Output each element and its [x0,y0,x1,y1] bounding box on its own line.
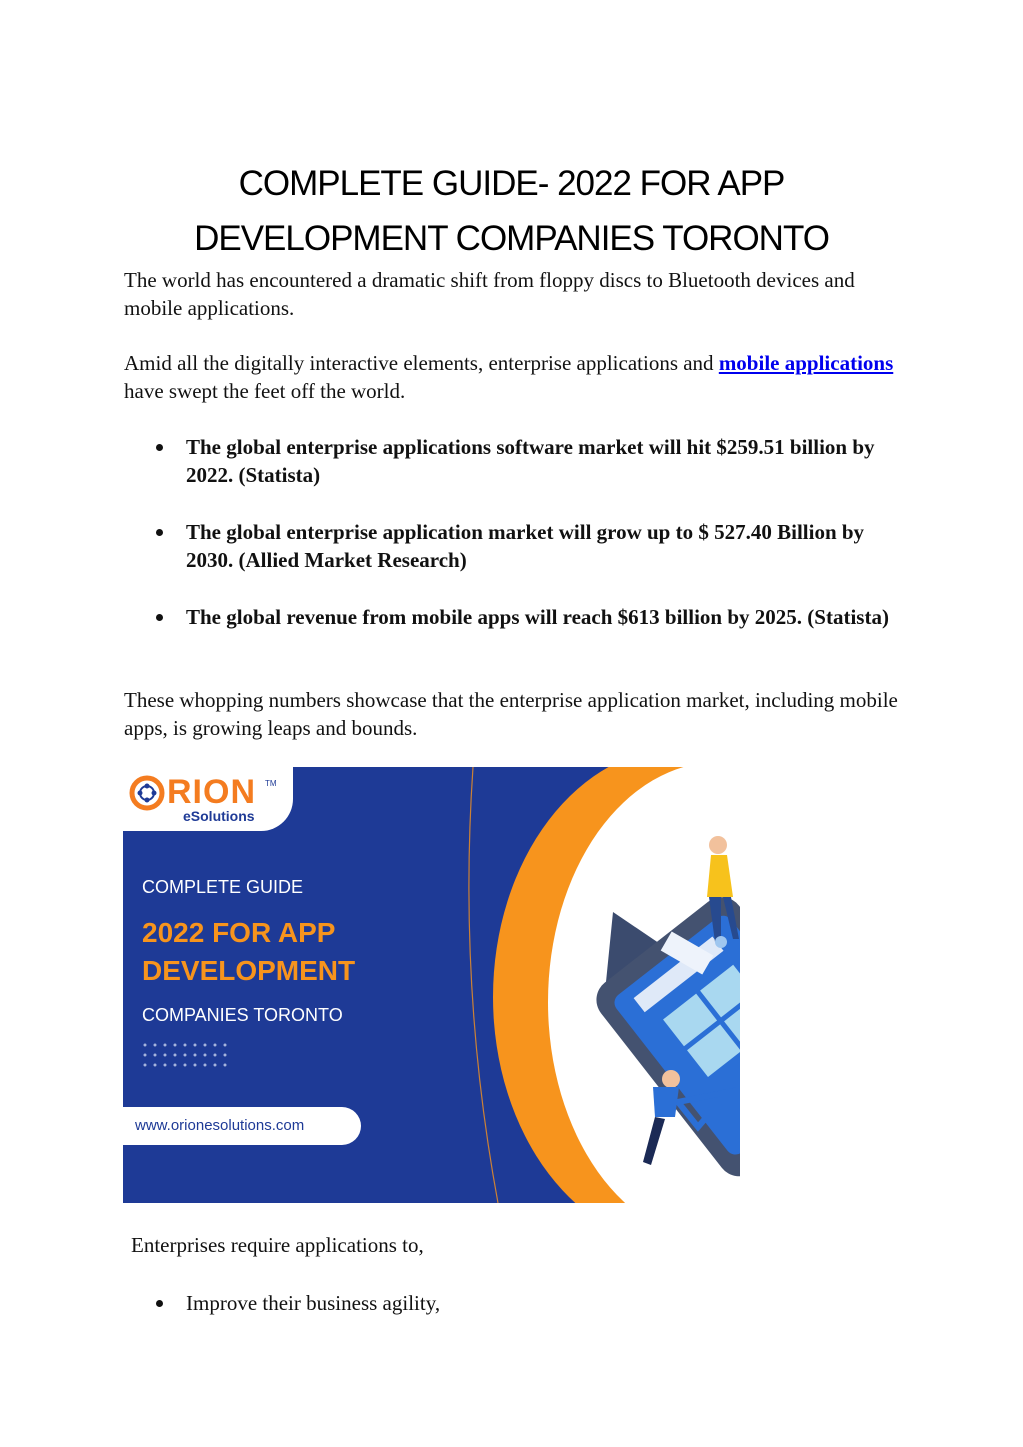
list-item: The global revenue from mobile apps will reach $613 billion by 2025. (Statista) [124,603,904,631]
logo-wordmark: RION [167,773,256,811]
banner-headline-line-1: 2022 FOR APP [142,917,336,948]
list-item: Improve their business agility, [124,1289,904,1317]
banner-companies-label: COMPANIES TORONTO [142,1005,343,1025]
logo-subtitle: eSolutions [183,808,255,824]
orion-logo [123,767,293,831]
title-line-1: COMPLETE GUIDE- 2022 FOR APP [238,164,785,204]
logo-trademark: TM [265,779,277,788]
banner-headline [142,914,355,990]
requirements-list [124,1289,904,1317]
list-item: The global enterprise applications software market will hit $259.51 billion by 2022. (Statista) [124,433,904,489]
list-item: The global enterprise application market will grow up to $ 527.40 Billion by 2030. (Allied Market Research) [124,518,904,574]
orion-logo-icon [129,775,165,811]
banner-url: www.orionesolutions.com [135,1117,305,1134]
guide-banner-image [123,767,740,1203]
requires-paragraph: Enterprises require applications to, [131,1233,424,1257]
intro-paragraph: The world has encountered a dramatic shift from floppy discs to Bluetooth devices and mobile applications. [124,268,855,320]
title-line-2: DEVELOPMENT COMPANIES TORONTO [194,219,829,259]
banner-headline-line-2: DEVELOPMENT [142,955,356,986]
second-paragraph-text: Amid all the digitally interactive elements, enterprise applications and [124,351,719,375]
stats-list [124,433,904,631]
mobile-applications-link[interactable]: mobile applications [718,351,894,375]
page-title [0,156,1023,266]
banner-url-pill [123,1107,361,1145]
banner-guide-label: COMPLETE GUIDE [142,877,304,897]
second-paragraph [124,349,904,405]
summary-paragraph: These whopping numbers showcase that the enterprise application market, including mobile apps, is growing leaps and bounds. [124,688,898,740]
second-paragraph-end: have swept the feet off the world. [124,379,406,403]
